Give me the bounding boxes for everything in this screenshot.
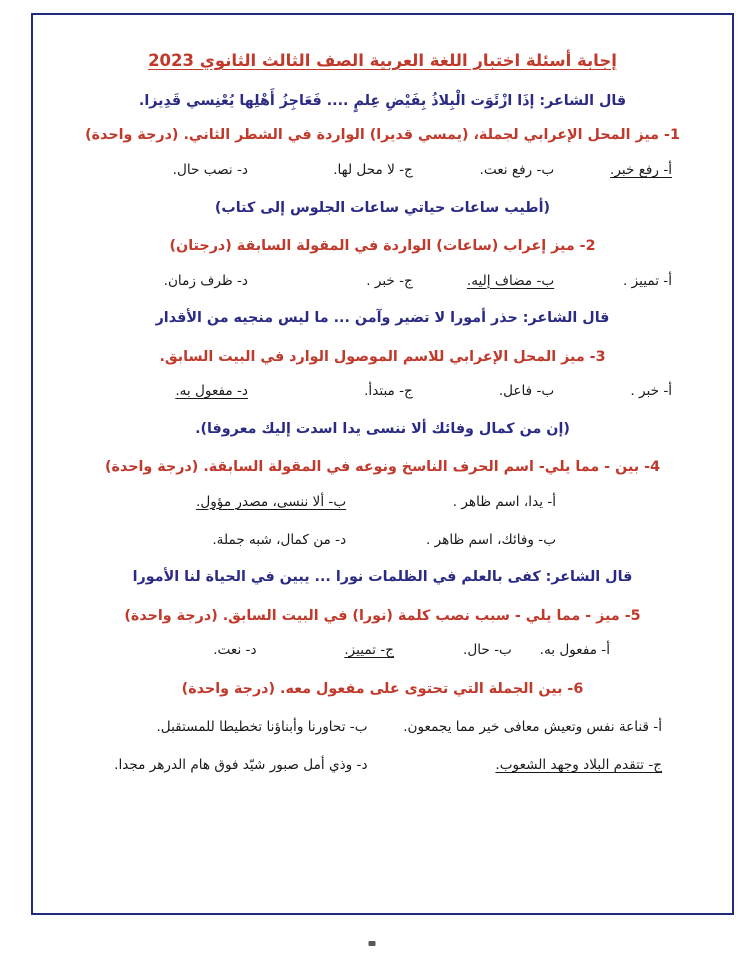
option-6-b[interactable]: ب- تحاورنا وأبناؤنا تخطيطا للمستقبل. xyxy=(156,719,368,736)
option-3-d[interactable]: د- مفعول به. xyxy=(175,383,248,400)
option-4-a[interactable]: أ- يدا، اسم ظاهر . xyxy=(452,493,556,510)
option-1-a[interactable]: أ- رفع خبر. xyxy=(610,161,672,178)
option-5-b[interactable]: ب- حال. xyxy=(463,642,512,659)
footer-page-mark xyxy=(369,941,376,946)
verse-line-5: قال الشاعر: كفى بالعلم في الظلمات نورا ... يبين في الحياة لنا الأمورا xyxy=(132,569,633,586)
question-4-options-row-1 xyxy=(59,485,706,523)
page-content-area xyxy=(33,15,732,913)
question-4-options xyxy=(59,485,706,561)
option-5-c[interactable]: ج- تمييز. xyxy=(344,642,394,659)
option-3-b[interactable]: ب- فاعل. xyxy=(498,383,555,400)
option-5-a[interactable]: أ- مفعول به. xyxy=(539,642,610,659)
option-6-d[interactable]: د- وذي أمل صبور شيّد فوق هام الدرهر مجدا. xyxy=(114,757,368,774)
option-3-a[interactable]: أ- خبر . xyxy=(630,383,672,400)
question-3-options xyxy=(59,374,706,412)
question-1-prompt: 1- ميز المحل الإعرابي لجملة، (يمسي قديرا) الواردة في الشطر الثاني. (درجة واحدة) xyxy=(85,127,680,144)
option-6-c[interactable]: ج- تتقدم البلاد وجهد الشعوب. xyxy=(495,757,662,774)
option-2-c[interactable]: ج- خبر . xyxy=(366,272,413,289)
verse-line-3: قال الشاعر: حذر أمورا لا تضير وآمن ... ما ليس منجيه من الأقدار xyxy=(155,310,610,327)
page-border-frame xyxy=(31,13,734,915)
option-2-d[interactable]: د- ظرف زمان. xyxy=(163,272,248,289)
question-6-options xyxy=(59,710,706,786)
quote-line-2: (أطيب ساعات حياتي ساعات الجلوس إلى كتاب) xyxy=(214,199,551,216)
question-6-options-row-1 xyxy=(59,710,706,748)
option-4-b[interactable]: ب- ألا ننسى، مصدر مؤول. xyxy=(196,493,347,510)
option-2-b[interactable]: ب- مضاف إليه. xyxy=(466,272,555,289)
question-6-prompt: 6- بين الجملة التي تحتوى على مفعول معه. (درجة واحدة) xyxy=(181,680,584,697)
verse-line-1: قال الشاعر: إذَا ازْئَوَت الْبِلاذُ بِفَيْضِ عِلمٍ .... فَعَاجِزُ أَهْلِها يُعْنِسي قَدِيزا. xyxy=(138,93,627,109)
question-5-options xyxy=(59,633,706,671)
question-3-prompt: 3- ميز المحل الإعرابي للاسم الموصول الوارد في البيت السابق. xyxy=(159,348,606,365)
page-title: إجابة أسئلة اختبار اللغة العربية الصف الثالث الثانوي 2023 xyxy=(148,51,617,70)
option-1-c[interactable]: ج- لا محل لها. xyxy=(333,161,413,178)
option-4-c[interactable]: ب- وفائك، اسم ظاهر . xyxy=(426,531,556,548)
question-1-options xyxy=(59,153,706,191)
question-2-options xyxy=(59,264,706,302)
option-6-a[interactable]: أ- قناعة نفس وتعيش معافى خير مما يجمعون. xyxy=(403,719,662,736)
question-4-prompt: 4- بين - مما يلي- اسم الحرف الناسخ ونوعه في المقولة السابقة. (درجة واحدة) xyxy=(104,459,661,476)
option-1-b[interactable]: ب- رفع نعت. xyxy=(479,161,555,178)
option-3-c[interactable]: ج- مبتدأ. xyxy=(364,383,413,400)
option-4-d[interactable]: د- من كمال، شبه جملة. xyxy=(212,531,347,548)
option-1-d[interactable]: د- نصب حال. xyxy=(172,161,248,178)
question-5-prompt: 5- ميز - مما يلي - سبب نصب كلمة (نورا) في البيت السابق. (درجة واحدة) xyxy=(124,607,641,624)
option-2-a[interactable]: أ- تمييز . xyxy=(623,272,672,289)
question-6-options-row-2 xyxy=(59,748,706,786)
question-2-prompt: 2- ميز إعراب (ساعات) الواردة في المقولة السابقة (درجتان) xyxy=(169,238,596,255)
quote-line-4: (إن من كمال وفائك ألا ننسى يدا اسدت إليك معروفا). xyxy=(195,420,570,437)
question-4-options-row-2 xyxy=(59,523,706,561)
option-5-d[interactable]: د- نعت. xyxy=(213,642,257,659)
